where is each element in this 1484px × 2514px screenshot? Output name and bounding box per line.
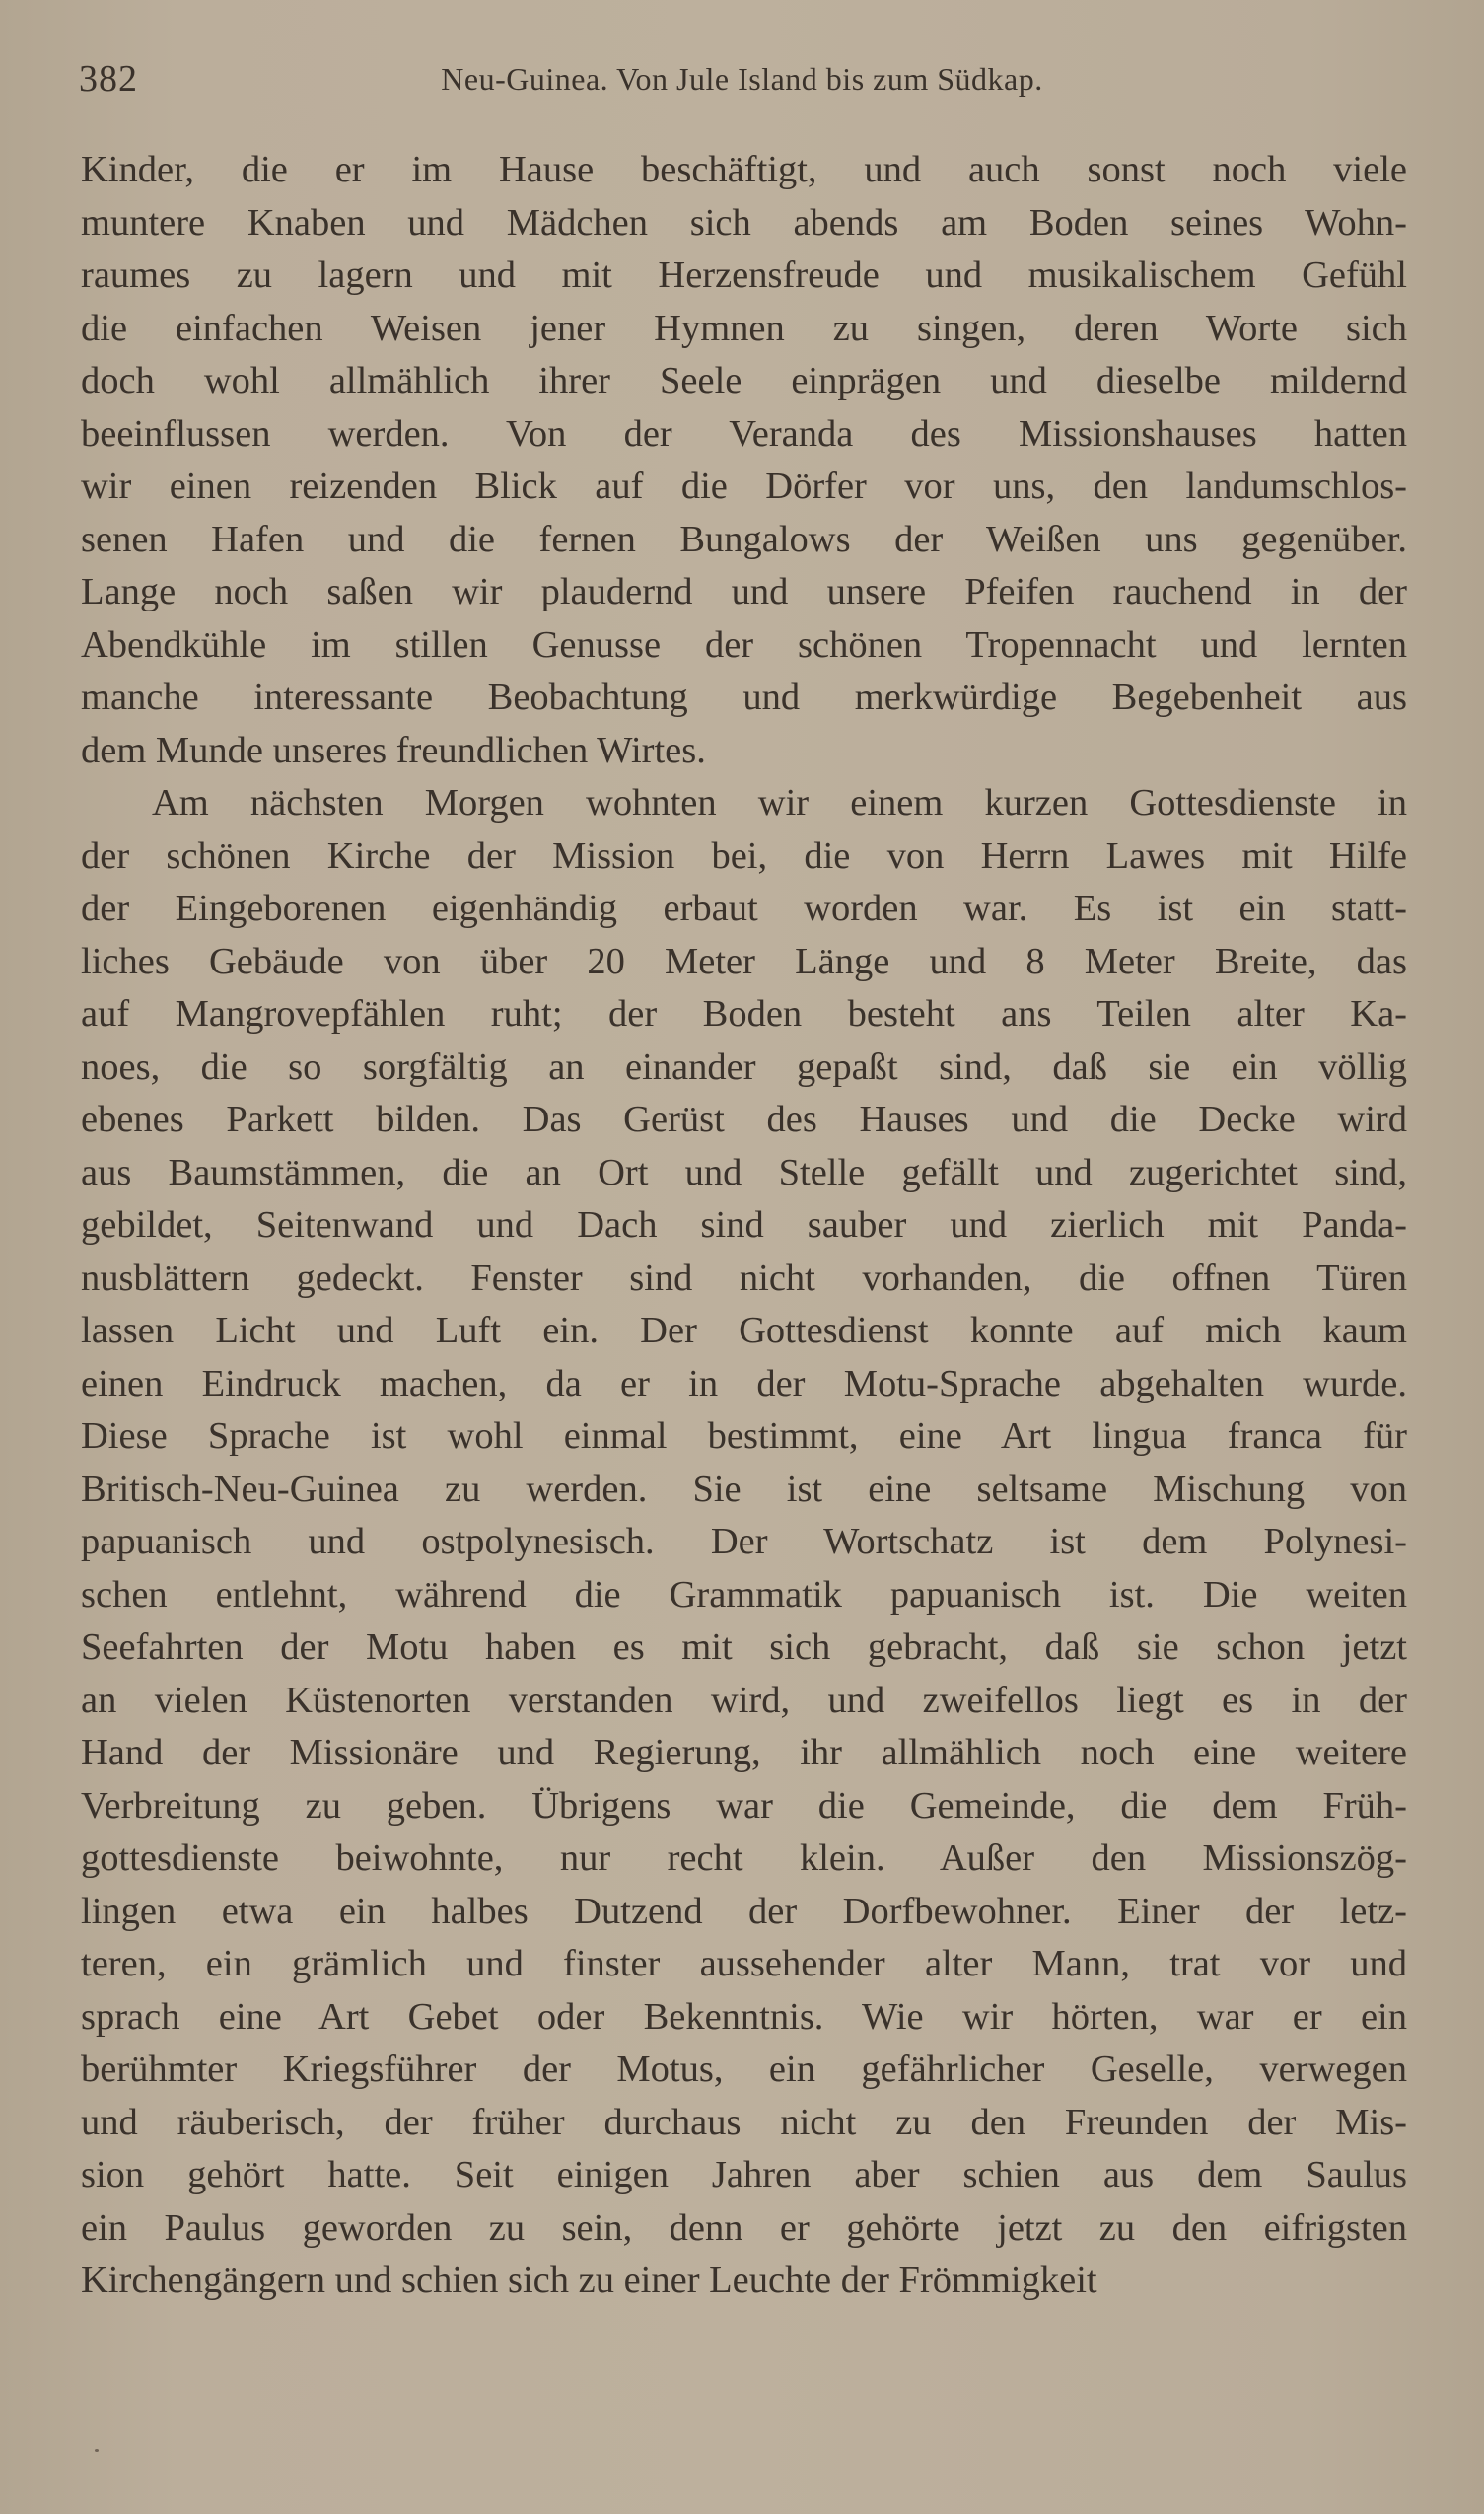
text-line: raumes zu lagern und mit Herzensfreude und musikalischem Gefühl <box>81 254 1407 296</box>
text-line: manche interessante Beobachtung und merkwürdige Begebenheit aus <box>81 677 1407 718</box>
text-line: lingen etwa ein halbes Dutzend der Dorfbewohner. Einer der letz- <box>81 1890 1407 1932</box>
text-line: Britisch-Neu-Guinea zu werden. Sie ist eine seltsame Mischung von <box>81 1468 1407 1510</box>
text-line: berühmter Kriegsführer der Motus, ein gefährlicher Geselle, verwegen <box>81 2048 1407 2090</box>
text-line: die einfachen Weisen jener Hymnen zu singen, deren Worte sich <box>81 307 1407 349</box>
text-line: der schönen Kirche der Mission bei, die von Herrn Lawes mit Hilfe <box>81 834 1407 877</box>
body-text <box>81 144 1407 2308</box>
text-line: Am nächsten Morgen wohnten wir einem kurzen Gottesdienste in <box>152 782 1407 824</box>
text-line: Kirchengängern und schien sich zu einer Leuchte der Frömmigkeit <box>81 2260 1097 2301</box>
text-line: papuanisch und ostpolynesisch. Der Wortschatz ist dem Polynesi- <box>81 1521 1407 1562</box>
text-line: senen Hafen und die fernen Bungalows der Weißen uns gegenüber. <box>81 518 1407 560</box>
text-line: teren, ein grämlich und finster aussehender alter Mann, trat vor und <box>81 1943 1407 1984</box>
page-number: 382 <box>79 58 138 100</box>
paragraph <box>81 144 1407 777</box>
text-line: beeinflussen werden. Von der Veranda des Missionshauses hatten <box>81 412 1407 455</box>
text-line: einen Eindruck machen, da er in der Motu-Sprache abgehalten wurde. <box>81 1362 1407 1404</box>
text-line: doch wohl allmählich ihrer Seele einprägen und dieselbe mildernd <box>81 360 1407 401</box>
text-line: dem Munde unseres freundlichen Wirtes. <box>81 729 706 771</box>
text-line: Verbreitung zu geben. Übrigens war die Gemeinde, die dem Früh- <box>81 1784 1407 1827</box>
text-line: noes, die so sorgfältig an einander gepaßt sind, daß sie ein völlig <box>81 1045 1407 1088</box>
text-line: und räuberisch, der früher durchaus nicht zu den Freunden der Mis- <box>81 2101 1407 2143</box>
text-line: lassen Licht und Luft ein. Der Gottesdienst konnte auf mich kaum <box>81 1310 1407 1351</box>
text-line: aus Baumstämmen, die an Ort und Stelle gefällt und zugerichtet sind, <box>81 1151 1407 1193</box>
text-line: sprach eine Art Gebet oder Bekenntnis. Wie wir hörten, war er ein <box>81 1995 1407 2038</box>
text-line: Lange noch saßen wir plaudernd und unsere Pfeifen rauchend in der <box>81 571 1407 612</box>
text-line: nusblättern gedeckt. Fenster sind nicht vorhanden, die offnen Türen <box>81 1257 1407 1299</box>
text-line: ein Paulus geworden zu sein, denn er gehörte jetzt zu den eifrigsten <box>81 2206 1407 2249</box>
text-line: gebildet, Seitenwand und Dach sind sauber und zierlich mit Panda- <box>81 1204 1407 1246</box>
text-line: muntere Knaben und Mädchen sich abends am Boden seines Wohn- <box>81 201 1407 244</box>
page-header <box>79 57 1405 107</box>
text-line: der Eingeborenen eigenhändig erbaut worden war. Es ist ein statt- <box>81 888 1407 929</box>
text-line: gottesdienste beiwohnte, nur recht klein. Außer den Missionszög- <box>81 1837 1407 1879</box>
text-line: sion gehört hatte. Seit einigen Jahren aber schien aus dem Saulus <box>81 2154 1407 2195</box>
text-line: liches Gebäude von über 20 Meter Länge und 8 Meter Breite, das <box>81 940 1407 982</box>
text-line: Kinder, die er im Hause beschäftigt, und auch sonst noch viele <box>81 149 1407 190</box>
text-line: ebenes Parkett bilden. Das Gerüst des Hauses und die Decke wird <box>81 1099 1407 1140</box>
text-line: auf Mangrovepfählen ruht; der Boden besteht ans Teilen alter Ka- <box>81 993 1407 1035</box>
text-line: schen entlehnt, während die Grammatik papuanisch ist. Die weiten <box>81 1573 1407 1616</box>
text-line: an vielen Küstenorten verstanden wird, und zweifellos liegt es in der <box>81 1679 1407 1721</box>
running-title: Neu-Guinea. Von Jule Island bis zum Südkap. <box>441 61 1043 97</box>
text-line: Diese Sprache ist wohl einmal bestimmt, eine Art lingua franca für <box>81 1415 1407 1457</box>
paper-speck <box>95 2449 99 2452</box>
text-line: wir einen reizenden Blick auf die Dörfer vor uns, den landumschlos- <box>81 466 1407 507</box>
text-line: Seefahrten der Motu haben es mit sich gebracht, daß sie schon jetzt <box>81 1626 1407 1668</box>
text-line: Abendkühle im stillen Genusse der schönen Tropennacht und lernten <box>81 623 1407 666</box>
paragraph <box>81 777 1407 2308</box>
text-line: Hand der Missionäre und Regierung, ihr allmählich noch eine weitere <box>81 1732 1407 1773</box>
